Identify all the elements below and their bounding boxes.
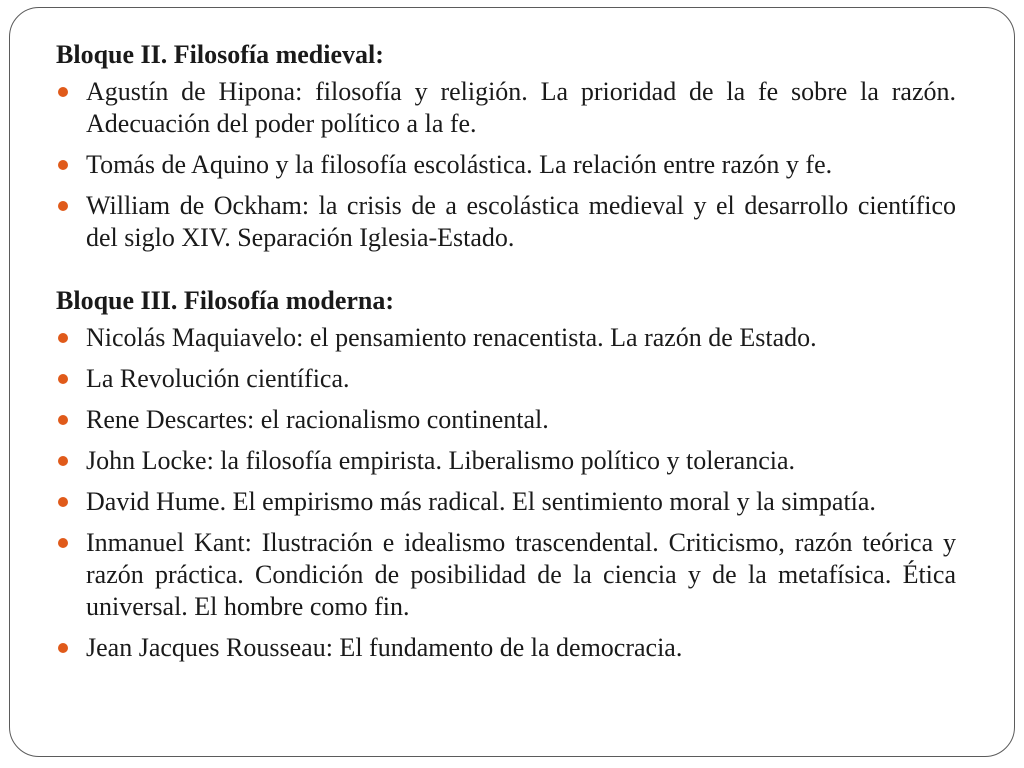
list-item bbox=[56, 149, 956, 181]
bullet-dot-icon bbox=[58, 201, 68, 211]
list-item-text: Nicolás Maquiavelo: el pensamiento renacentista. La razón de Estado. bbox=[86, 323, 817, 352]
list-item-text: David Hume. El empirismo más radical. El sentimiento moral y la simpatía. bbox=[86, 487, 876, 516]
list-item bbox=[56, 632, 956, 664]
list-item-text: Inmanuel Kant: Ilustración e idealismo trascendental. Criticismo, razón teórica y razón práctica. Condición de posibilidad de la ciencia y de la metafísica. Ética universal. El hombre como fin. bbox=[86, 528, 956, 621]
list-item-text: William de Ockham: la crisis de a escolástica medieval y el desarrollo científico del siglo XIV. Separación Iglesia-Estado. bbox=[86, 191, 956, 252]
list-item bbox=[56, 76, 956, 140]
bullet-dot-icon bbox=[58, 415, 68, 425]
list-item-text: Rene Descartes: el racionalismo continental. bbox=[86, 405, 549, 434]
list-item bbox=[56, 486, 956, 518]
block-3-heading: Bloque III. Filosofía moderna: bbox=[56, 286, 395, 315]
list-item-text: Agustín de Hipona: filosofía y religión. La prioridad de la fe sobre la razón. Adecuación del poder político a la fe. bbox=[86, 77, 956, 138]
list-item bbox=[56, 404, 956, 436]
list-item-text: La Revolución científica. bbox=[86, 364, 350, 393]
list-item bbox=[56, 445, 956, 477]
list-item bbox=[56, 527, 956, 623]
bullet-dot-icon bbox=[58, 497, 68, 507]
bullet-dot-icon bbox=[58, 374, 68, 384]
bullet-dot-icon bbox=[58, 538, 68, 548]
block-2-list bbox=[56, 76, 956, 254]
block-3-list bbox=[56, 322, 956, 664]
list-item bbox=[56, 190, 956, 254]
list-item bbox=[56, 363, 956, 395]
block-2-heading: Bloque II. Filosofía medieval: bbox=[56, 40, 384, 69]
list-item-text: Jean Jacques Rousseau: El fundamento de la democracia. bbox=[86, 633, 683, 662]
slide-content bbox=[56, 38, 956, 673]
bullet-dot-icon bbox=[58, 643, 68, 653]
bullet-dot-icon bbox=[58, 87, 68, 97]
list-item-text: Tomás de Aquino y la filosofía escolástica. La relación entre razón y fe. bbox=[86, 150, 833, 179]
bullet-dot-icon bbox=[58, 456, 68, 466]
bullet-dot-icon bbox=[58, 333, 68, 343]
list-item-text: John Locke: la filosofía empirista. Liberalismo político y tolerancia. bbox=[86, 446, 796, 475]
list-item bbox=[56, 322, 956, 354]
bullet-dot-icon bbox=[58, 160, 68, 170]
